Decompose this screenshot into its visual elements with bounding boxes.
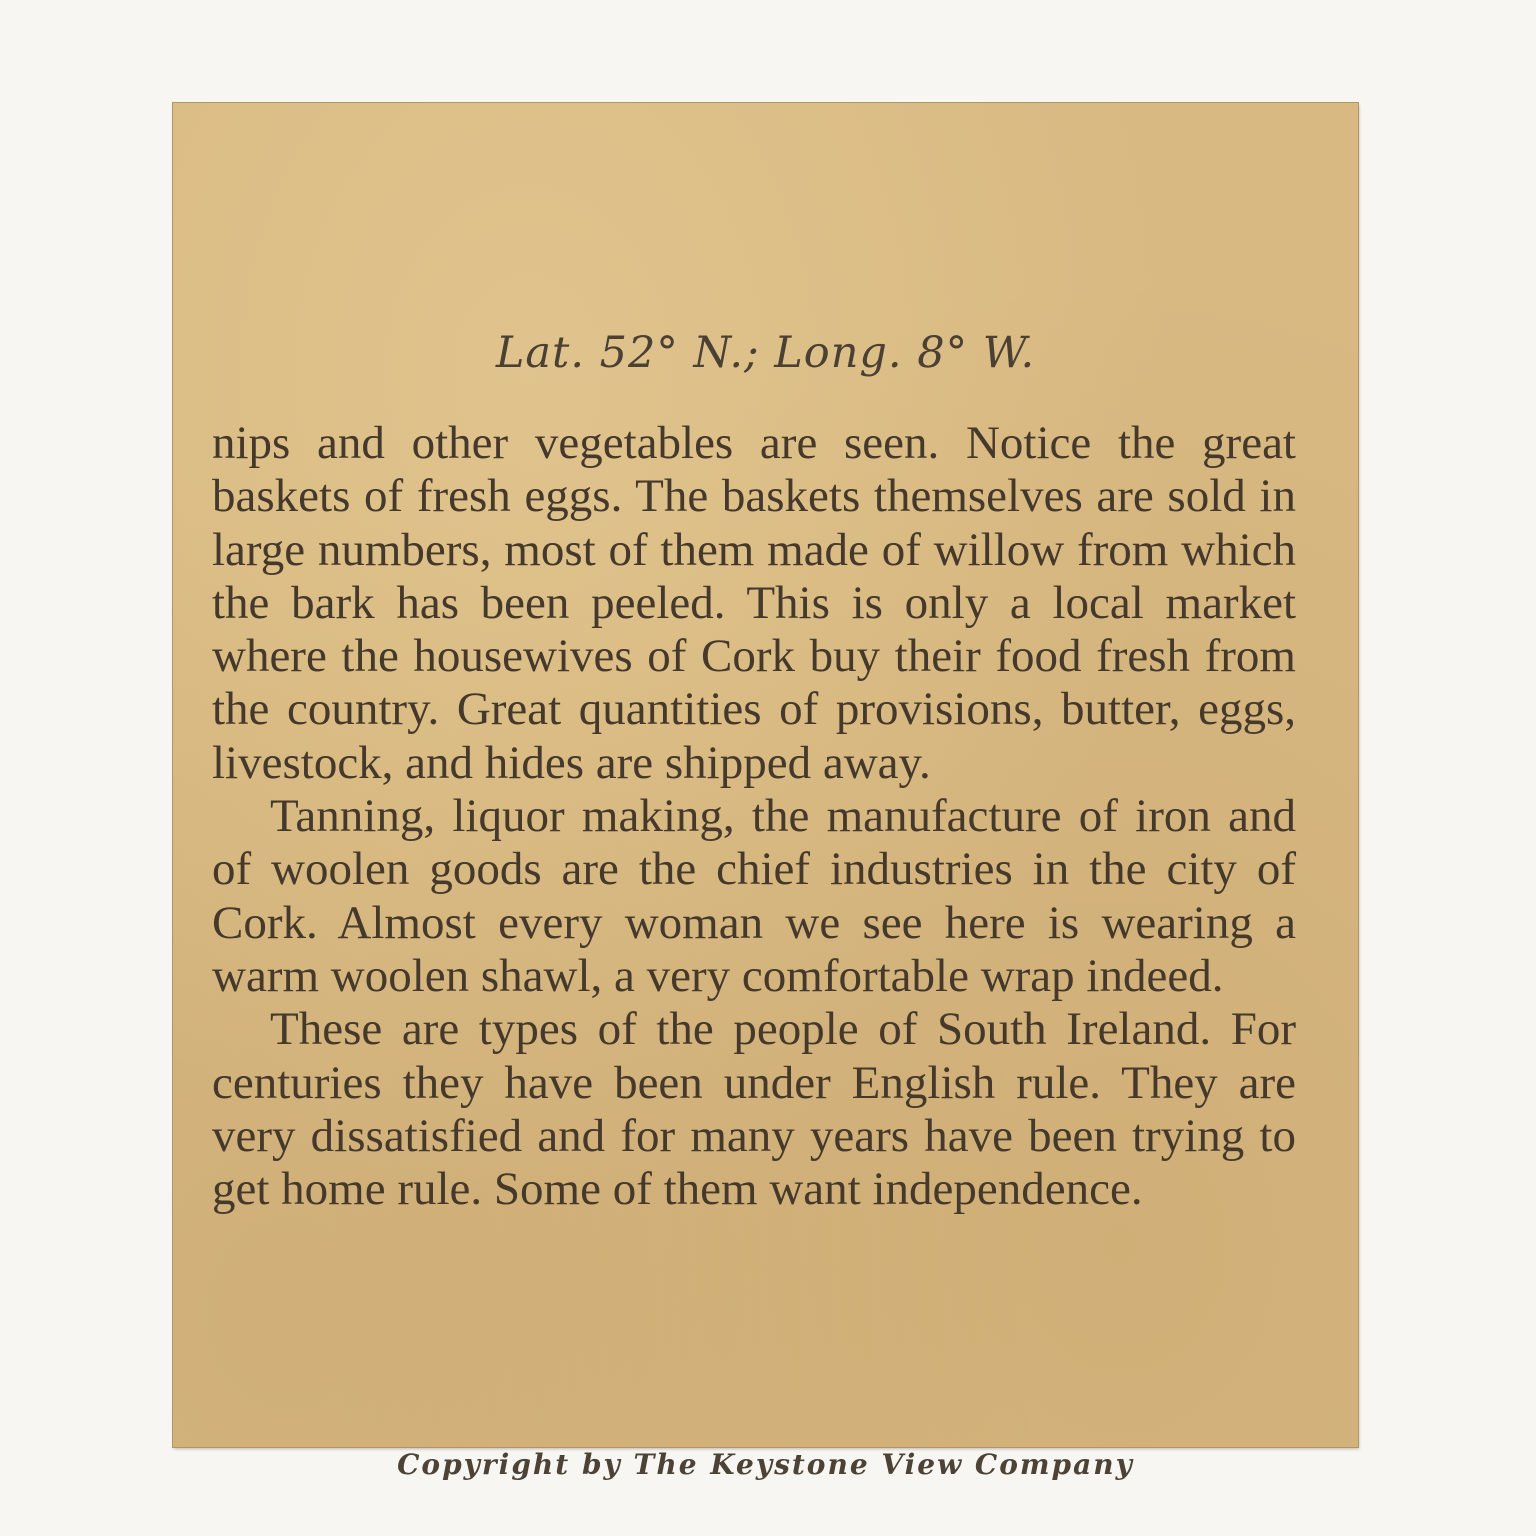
paragraph-market: nips and other vegetables are seen. Notice the great baskets of fresh eggs. The baskets themselves are sold in large numbers, most of them made of willow from which the bark has been peeled. This is only a local market where the housewives of Cork buy their food fresh from the country. Great quantities of provisions, butter, eggs, livestock, and hides are shipped away. (212, 417, 1296, 789)
paragraph-industries: Tanning, liquor making, the manufacture of iron and of woolen goods are the chief industries in the city of Cork. Almost every woman we see here is wearing a warm woolen shawl, a very comfortable wrap indeed. (212, 790, 1296, 1002)
paragraph-people: These are types of the people of South Ireland. For centuries they have been under English rule. They are very dissatisfied and for many years have been trying to get home rule. Some of them want independence. (212, 1003, 1296, 1216)
stereoview-card-back (173, 103, 1358, 1481)
coordinates-heading: Lat. 52° N.; Long. 8° W. (495, 328, 1036, 378)
card-body-text (212, 417, 1296, 1216)
copyright-line: Copyright by The Keystone View Company (397, 1448, 1134, 1481)
